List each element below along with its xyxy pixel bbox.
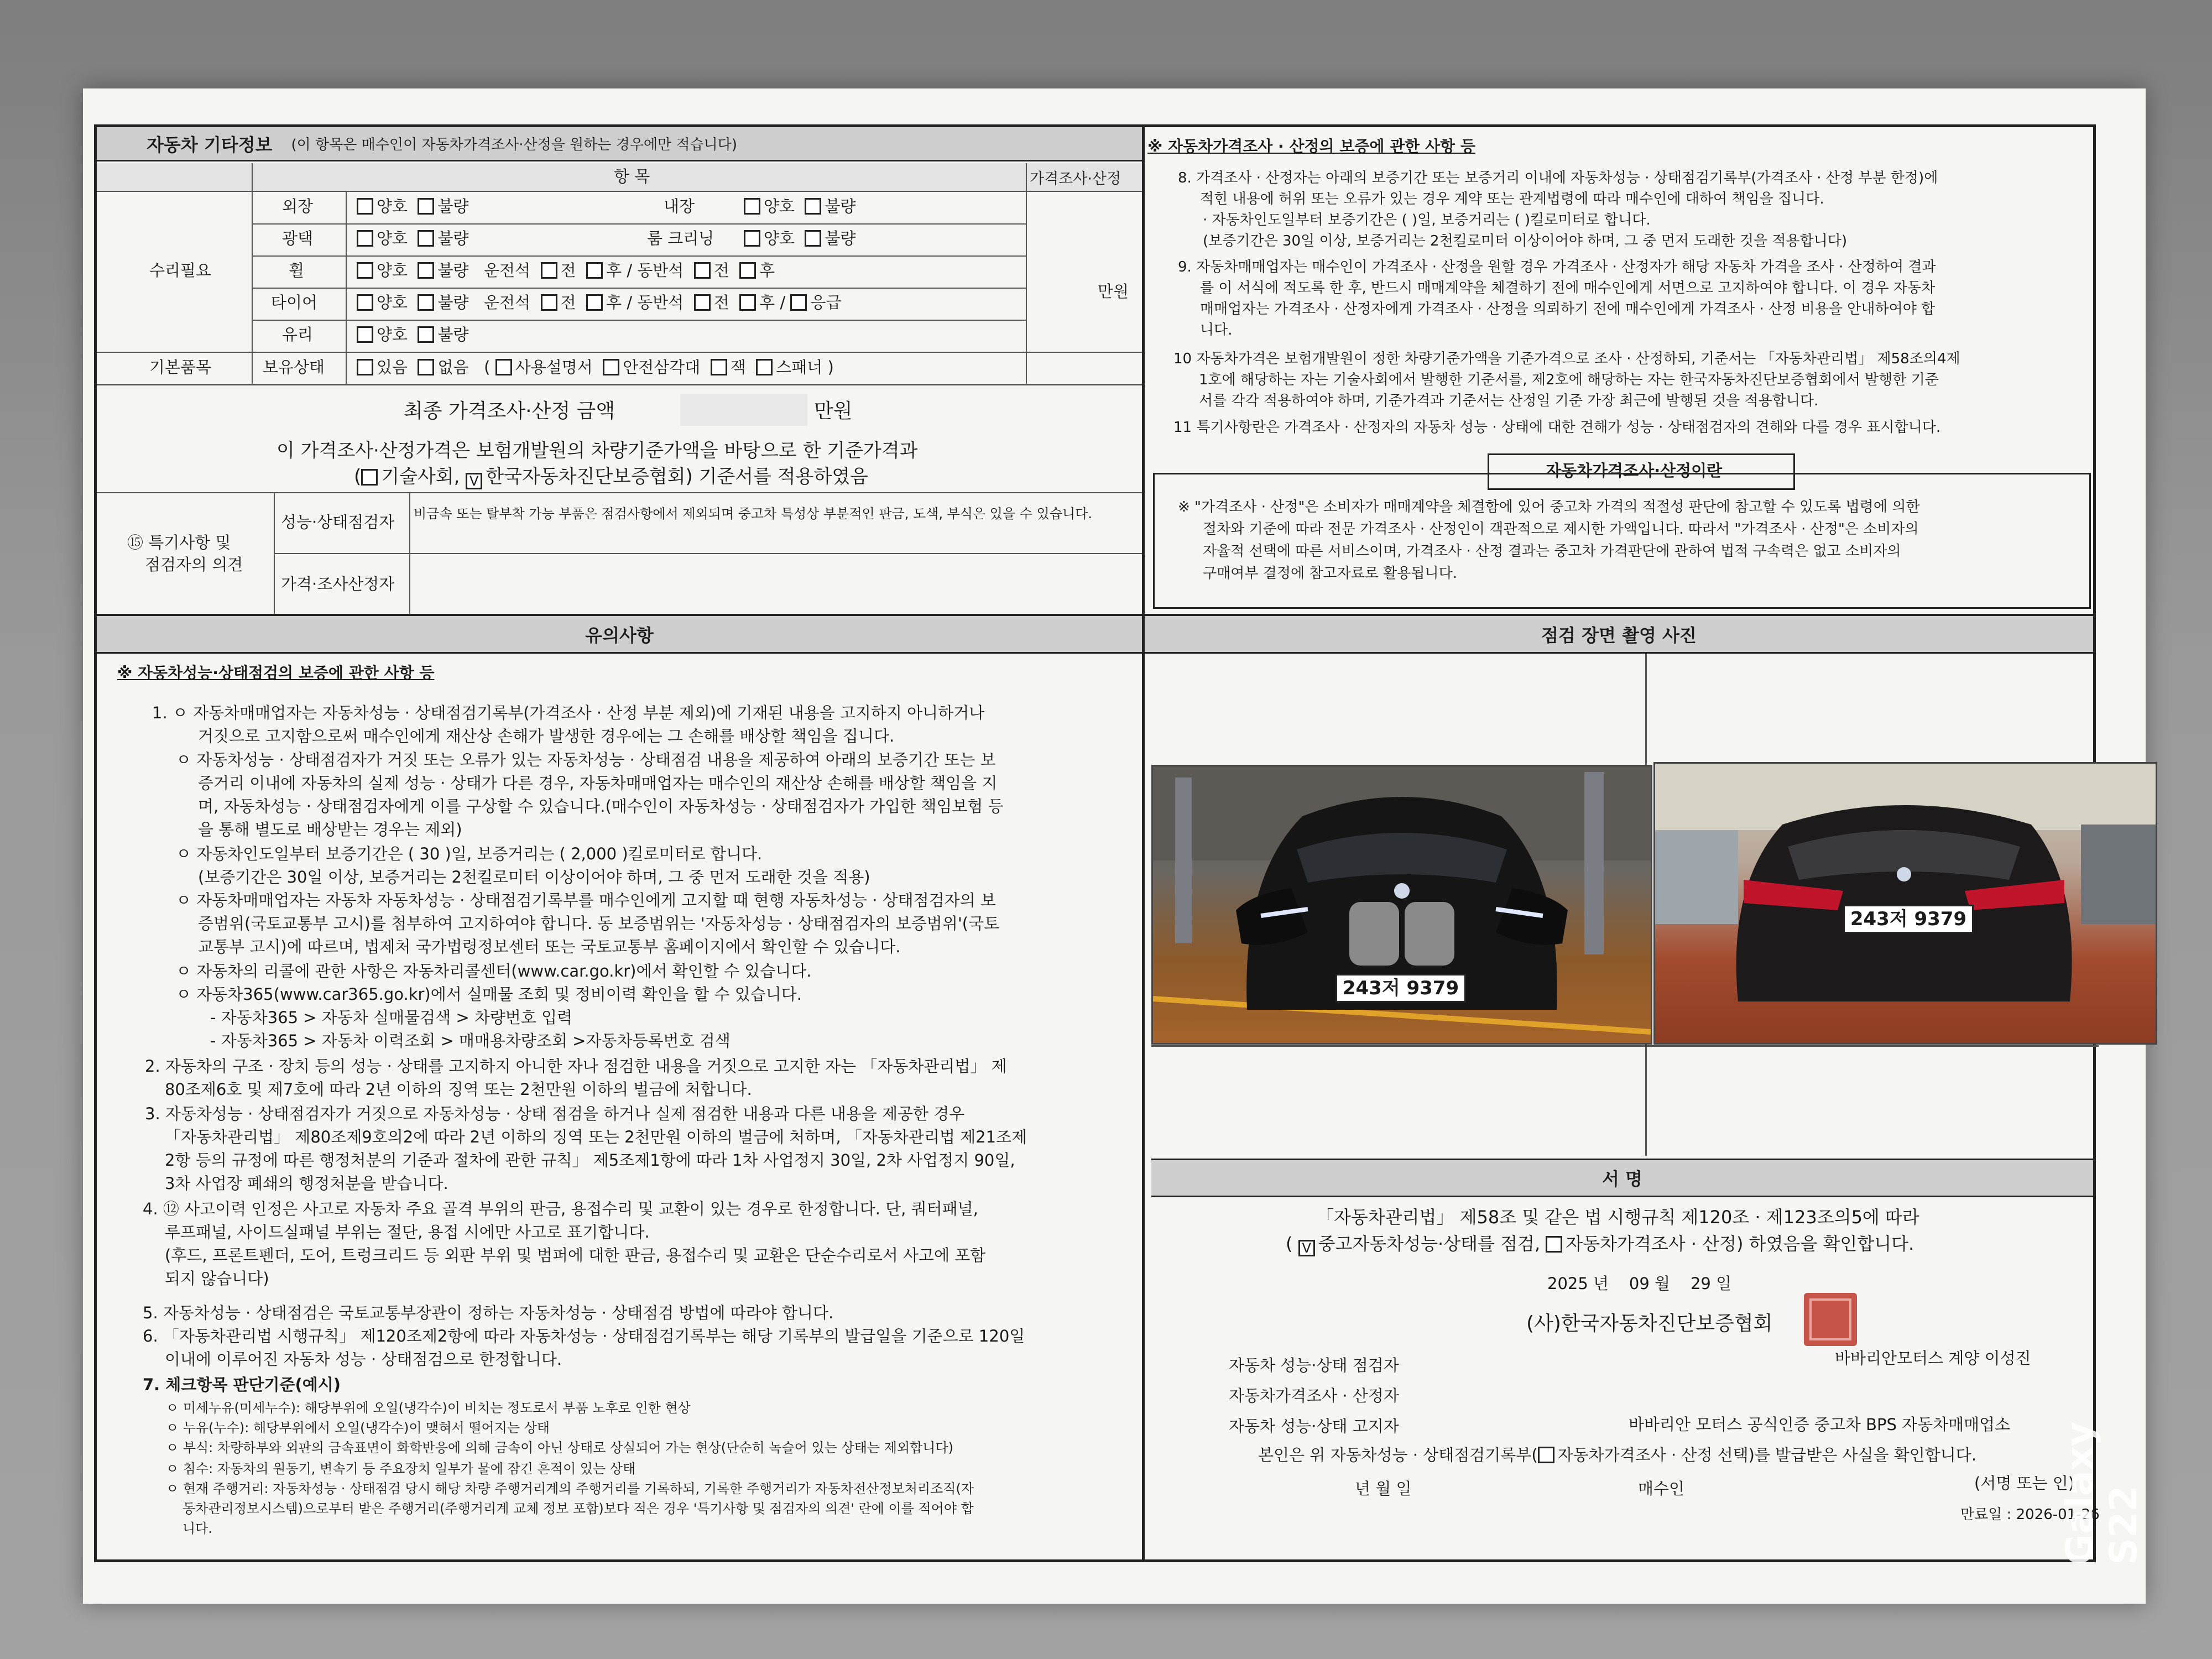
- notes-line: 7. 체크항목 판단기준(예시): [143, 1375, 341, 1394]
- final-price-field[interactable]: [680, 394, 807, 426]
- sig-line-1: 「자동차관리법」 제58조 및 같은 법 시행규칙 제120조 · 제123조의5에 따라: [1316, 1207, 1919, 1228]
- row-exterior: 외장: [282, 197, 314, 216]
- notes-line: 「자동차관리법」 제80조제9호의2에 따라 2년 이하의 징역 또는 2천만원 이하의 벌금에 처하며, 「자동차관리법 제21조제: [165, 1128, 1027, 1146]
- other-info-title: 자동차 기타정보: [147, 134, 273, 155]
- notes-line: 증거리 이내에 자동차의 실제 성능 · 상태가 다른 경우, 자동차매매업자는 매수인의 재산상 손해를 배상할 책임을 지: [198, 774, 998, 792]
- front-car-photo: [1151, 765, 1652, 1045]
- item10-c: 서를 각각 적용하여야 하며, 기준가격과 기준서는 산정일 기준 가장 최근에 발행된 것을 적용합니다.: [1199, 393, 1819, 409]
- exterior-options: 양호 불량: [357, 196, 469, 217]
- interior-options: 양호 불량: [744, 196, 856, 217]
- notes-line: 거짓으로 고지함으로써 매수인에게 재산상 손해가 발생한 경우에는 그 손해를 배상할 책임을 집니다.: [198, 727, 895, 745]
- other-info-note: (이 항목은 매수인이 자동차가격조사·산정을 원하는 경우에만 적습니다): [291, 137, 738, 153]
- notes-line: ㅇ 자동차인도일부터 보증기간은 ( 30 )일, 보증거리는 ( 2,000 )킬로미터로 합니다.: [176, 844, 763, 863]
- notes-line: 교통부 고시)에 따르며, 법제처 국가법령정보센터 또는 국토교통부 홈페이지에서 확인할 수 있습니다.: [198, 937, 901, 956]
- checkbox[interactable]: [739, 294, 756, 311]
- checkbox[interactable]: [790, 294, 807, 311]
- checkbox[interactable]: [361, 469, 378, 486]
- rear-plate: 243저 9379: [1843, 905, 1974, 933]
- final-price-unit: 만원: [814, 400, 853, 422]
- sig-buyer: 매수인: [1638, 1479, 1685, 1498]
- checkbox[interactable]: [603, 359, 619, 375]
- info-box: [1153, 473, 2091, 609]
- item8-d: (보증기간은 30일 이상, 보증거리는 2천킬로미터 이상이어야 하며, 그 중 먼저 도래한 것을 적용합니다): [1203, 233, 1848, 249]
- grid-line: [274, 553, 1142, 554]
- checkbox[interactable]: [1538, 1447, 1554, 1463]
- notes-line: 2항 등의 규정에 따른 행정처분의 기준과 절차에 관한 규칙」 제5조제1항에 따라 1차 사업정지 30일, 2차 사업정지 90일,: [165, 1151, 1015, 1170]
- grid-line: [97, 384, 1142, 385]
- perf-checker-note: 비금속 또는 탈부착 가능 부품은 점검사항에서 제외되며 중고차 특성상 부분적인 판금, 도색, 부식은 있을 수 있습니다.: [414, 506, 1092, 521]
- grid-line: [97, 191, 1142, 192]
- row-gloss: 광택: [282, 229, 314, 248]
- notes-line: 1. ㅇ 자동차매매업자는 자동차성능 · 상태점검기록부(가격조사 · 산정 부분 제외)에 기재된 내용을 고지하지 아니하거나: [152, 703, 985, 722]
- item10-b: 1호에 해당하는 자는 기술사회에서 발행한 기준서를, 제2호에 해당하는 자는 한국자동차진단보증협회에서 발행한 기준: [1199, 372, 1939, 388]
- checkbox[interactable]: [418, 262, 434, 279]
- grid-line: [252, 288, 1026, 289]
- association-seal-stamp: [1804, 1293, 1857, 1346]
- notes-line: 5. 자동차성능 · 상태점검은 국토교통부장관이 정하는 자동차성능 · 상태점검 방법에 따라야 합니다.: [143, 1303, 834, 1322]
- notes-line: ㅇ 자동차성능 · 상태점검자가 거짓 또는 오류가 있는 자동차성능 · 상태점검 내용을 제공하여 아래의 보증기간 또는 보: [176, 750, 996, 769]
- notes-line: (보증기간은 30일 이상, 보증거리는 2천킬로미터 이상이어야 하며, 그 중 먼저 도래한 것을 적용): [198, 868, 870, 886]
- front-plate: 243저 9379: [1335, 974, 1466, 1003]
- checkbox[interactable]: [357, 198, 373, 215]
- checkbox[interactable]: [694, 262, 711, 279]
- checkbox[interactable]: [1546, 1236, 1562, 1253]
- notes-line: 증범위(국토교통부 고시)를 첨부하여 고지하여야 합니다. 동 보증범위는 '자동차성능 · 상태점검자의 보증범위'(국토: [198, 914, 1000, 933]
- sig-notifier-label: 자동차 성능·상태 고지자: [1229, 1417, 1399, 1436]
- notes-line: 이내에 이루어진 자동차 성능 · 상태점검으로 한정합니다.: [165, 1350, 562, 1369]
- checkbox[interactable]: [744, 198, 760, 215]
- item8-c: · 자동차인도일부터 보증기간은 ( )일, 보증거리는 ( )킬로미터로 합니다.: [1203, 212, 1651, 228]
- notes-line: ㅇ 자동차의 리콜에 관한 사항은 자동차리콜센터(www.car.go.kr)에서 확인할 수 있습니다.: [176, 962, 812, 980]
- col-price: 가격조사·산정: [1030, 170, 1121, 187]
- checkbox[interactable]: [541, 262, 557, 279]
- notes-line: 되지 않습니다): [165, 1269, 269, 1288]
- row-tire: 타이어: [271, 293, 318, 312]
- notes-line: 3차 사업장 폐쇄의 행정처분을 받습니다.: [165, 1174, 448, 1193]
- sig-checker-label: 자동차 성능·상태 점검자: [1229, 1356, 1399, 1375]
- checkbox[interactable]: [418, 230, 434, 247]
- checkbox[interactable]: [541, 294, 557, 311]
- tire-options: 양호 불량 운전석 전 후 / 동반석 전 후 / 응급: [357, 292, 842, 314]
- item9-c: 매매업자는 가격조사 · 산정자에게 가격조사 · 산정을 의뢰하기 전에 매수인에게 가격조사 · 산정 비용을 안내하여야 합: [1200, 301, 1936, 317]
- checkbox-checked[interactable]: V: [1298, 1240, 1315, 1256]
- sig-confirm: 본인은 위 자동차성능 · 상태점검기록부( 자동차가격조사 · 산정 선택)를 발급받은 사실을 확인합니다.: [1258, 1446, 1977, 1464]
- special-label-1: ⑮ 특기사항 및: [127, 533, 231, 552]
- grid-line: [97, 492, 1142, 493]
- notes-line: - 자동차365 > 자동차 이력조회 > 매매용차량조회 >자동차등록번호 검색: [210, 1031, 731, 1050]
- camera-watermark: Galaxy S22: [2058, 1421, 2146, 1565]
- checkbox[interactable]: [739, 262, 756, 279]
- notes-line: ㅇ 침수: 자동차의 원동기, 변속기 등 주요장치 일부가 물에 잠긴 흔적이 있는 상태: [166, 1461, 636, 1477]
- rear-car-photo: [1653, 762, 2157, 1045]
- item9-d: 니다.: [1200, 322, 1233, 338]
- notes-line: ㅇ 부식: 차량하부와 외판의 금속표면이 화학반응에 의해 금속이 아닌 상태로 상실되어 가는 현상(단순히 녹슬어 있는 상태는 제외합니다): [166, 1440, 953, 1455]
- grid-line: [97, 352, 1142, 353]
- grid-line: [252, 223, 1026, 225]
- wheel-options: 양호 불량 운전석 전 후 / 동반석 전 후: [357, 260, 775, 281]
- row-wheel: 휠: [289, 261, 305, 280]
- notes-subheading: ※ 자동차성능·상태점검의 보증에 관한 사항 등: [117, 664, 435, 682]
- checkbox[interactable]: [694, 294, 711, 311]
- grid-line: [346, 191, 347, 384]
- item11: 11 특기사항란은 가격조사 · 산정자의 자동차 성능 · 상태에 대한 견해가 성능 · 상태점검자의 견해와 다를 경우 표시합니다.: [1173, 419, 1941, 436]
- notes-line: 80조제6호 및 제7호에 따라 2년 이하의 징역 또는 2천만원 이하의 벌금에 처합니다.: [165, 1080, 752, 1099]
- checkbox[interactable]: [711, 359, 727, 375]
- notes-header: 유의사항: [97, 616, 1142, 654]
- sig-checker-value: 바바리안모터스 계양 이성진: [1835, 1349, 2031, 1368]
- notes-line: ㅇ 누유(누수): 해당부위에서 오일(냉각수)이 맺혀서 떨어지는 상태: [166, 1420, 550, 1436]
- glass-options: 양호 불량: [357, 324, 469, 346]
- checkbox-checked[interactable]: V: [466, 473, 482, 489]
- signature-header: 서 명: [1151, 1159, 2093, 1197]
- notes-line: 2. 자동차의 구조 · 장치 등의 성능 · 상태를 고지하지 아니한 자나 점검한 내용을 거짓으로 고지한 자는 「자동차관리법」 제: [145, 1057, 1007, 1076]
- notes-line: 며, 자동차성능 · 상태점검자에게 이를 구상할 수 있습니다.(매수인이 자동차성능 · 상태점검자가 가입한 책임보험 등: [198, 797, 1004, 816]
- group-repair-label: 수리필요: [149, 261, 212, 280]
- sig-association: (사)한국자동차진단보증협회: [1526, 1312, 1773, 1335]
- checkbox[interactable]: [418, 326, 434, 343]
- checkbox[interactable]: [418, 359, 434, 375]
- row-interior: 내장: [664, 197, 695, 216]
- notes-line: 니다.: [182, 1521, 212, 1536]
- item8-b: 적힌 내용에 허위 또는 오류가 있는 경우 계약 또는 관계법령에 따라 매수인에 대하여 책임을 집니다.: [1200, 191, 1824, 207]
- checkbox[interactable]: [805, 198, 821, 215]
- grid-line: [1151, 1045, 2099, 1047]
- other-info-header: [97, 127, 1142, 161]
- notes-line: - 자동차365 > 자동차 실매물검색 > 차량번호 입력: [210, 1008, 573, 1027]
- final-price-label: 최종 가격조사·산정 금액: [404, 400, 615, 422]
- price-unit: 만원: [1098, 282, 1129, 301]
- special-label-2: 점검자의 의견: [145, 555, 243, 574]
- rear-car-illustration: [1655, 764, 2156, 1043]
- notes-line: ㅇ 자동차매매업자는 자동차 자동차성능 · 상태점검기록부를 매수인에게 고지할 때 현행 자동차성능 · 상태점검자의 보: [176, 891, 996, 910]
- checkbox[interactable]: [357, 359, 373, 375]
- item10-a: 10 자동차가격은 보험개발원이 정한 차량기준가액을 기준가격으로 조사 · 산정하되, 기준서는 「자동차관리법」 제58조의4제: [1173, 351, 1960, 367]
- column-divider: [1142, 124, 1145, 1562]
- basis-line-1: 이 가격조사·산정가격은 보험개발원의 차량기준가액을 바탕으로 한 기준가격과: [276, 440, 918, 462]
- gloss-options: 양호 불량: [357, 228, 469, 249]
- notes-line: 4. ⑫ 사고이력 인정은 사고로 자동차 주요 골격 부위의 판금, 용접수리 및 교환이 있는 경우로 한정합니다. 단, 쿼터패널,: [143, 1199, 978, 1218]
- col-hangmok: 항 목: [614, 167, 650, 186]
- group-basic-label: 기본품목: [149, 358, 212, 377]
- row-room: 룸 크리닝: [647, 229, 714, 248]
- sig-expiry: 만료일 : 2026-01-26: [1960, 1506, 2100, 1523]
- checkbox[interactable]: [418, 198, 434, 215]
- notes-line: ㅇ 자동차365(www.car365.go.kr)에서 실매물 조회 및 정비이력 확인을 할 수 있습니다.: [176, 985, 802, 1004]
- perf-checker-label: 성능·상태점검자: [281, 513, 395, 531]
- checkbox[interactable]: [495, 359, 512, 375]
- checkbox[interactable]: [805, 230, 821, 247]
- box-line-b: 절차와 기준에 따라 전문 가격조사 · 산정인이 객관적으로 제시한 가액입니다. 따라서 "가격조사 · 산정"은 소비자의: [1203, 521, 1919, 538]
- notes-line: (후드, 프론트펜더, 도어, 트렁크리드 등 외판 부위 및 범퍼에 대한 판금, 용접수리 및 교환은 단순수리로서 사고에 포함: [165, 1246, 986, 1265]
- sig-line-2: ( V 중고자동차성능·상태를 점검, 자동차가격조사 · 산정) 하였음을 확인합니다.: [1286, 1233, 1914, 1256]
- box-line-a: ※ "가격조사 · 산정"은 소비자가 매매계약을 체결함에 있어 중고차 가격의 적절성 판단에 참고할 수 있도록 법령에 의한: [1178, 499, 1920, 515]
- notes-line: 3. 자동차성능 · 상태점검자가 거짓으로 자동차성능 · 상태 점검을 하거나 실제 점검한 내용과 다른 내용을 제공한 경우: [145, 1104, 965, 1123]
- notes-line: 6. 「자동차관리법 시행규칙」 제120조제2항에 따라 자동차성능 · 상태점검기록부는 해당 기록부의 발급일을 기준으로 120일: [143, 1327, 1025, 1345]
- checkbox[interactable]: [357, 230, 373, 247]
- item9-a: 9. 자동차매매업자는 매수인이 가격조사 · 산정을 원할 경우 가격조사 · 산정자가 해당 자동차 가격을 조사 · 산정하여 결과: [1178, 259, 1936, 275]
- notes-line: 동차관리정보시스템)으로부터 받은 주행거리(주행거리계 교체 정보 포함)보다 적은 경우 '특기사항 및 점검자의 의견' 란에 이를 적어야 합: [182, 1501, 974, 1516]
- price-checker-label: 가격·조사산정자: [281, 575, 395, 593]
- price-guarantee-heading: ※ 자동차가격조사 · 산정의 보증에 관한 사항 등: [1147, 137, 1475, 155]
- sig-date: 2025 년 09 월 29 일: [1547, 1274, 1732, 1293]
- item8-a: 8. 가격조사 · 산정자는 아래의 보증기간 또는 보증거리 이내에 자동차성능 · 상태점검기록부(가격조사 · 산정 부분 한정)에: [1178, 170, 1938, 186]
- grid-line: [252, 320, 1026, 321]
- sig-notifier-value: 바바리안 모터스 공식인증 중고차 BPS 자동차매매업소: [1629, 1415, 2011, 1434]
- photos-header: 점검 장면 촬영 사진: [1145, 616, 2093, 654]
- checkbox[interactable]: [586, 294, 603, 311]
- box-line-d: 구매여부 결정에 참고자료로 활용됩니다.: [1203, 565, 1458, 582]
- checkbox[interactable]: [586, 262, 603, 279]
- checkbox[interactable]: [357, 326, 373, 343]
- basis-line-2: ( 기술사회, V 한국자동차진단보증협회) 기준서를 적용하였음: [354, 466, 869, 489]
- notes-line: 을 통해 별도로 배상받는 경우는 제외): [198, 820, 462, 839]
- item9-b: 를 이 서식에 적도록 한 후, 반드시 매매계약을 체결하기 전에 매수인에게 서면으로 고지하여야 합니다. 이 경우 자동차: [1200, 280, 1936, 296]
- box-title: 자동차가격조사·산정이란: [1546, 461, 1723, 480]
- notes-line: 루프패널, 사이드실패널 부위는 절단, 용접 시에만 사고로 표기합니다.: [165, 1223, 650, 1241]
- holding-options: 있음 없음 ( 사용설명서 안전삼각대 잭 스패너 ): [357, 357, 834, 378]
- checkbox[interactable]: [418, 294, 434, 311]
- grid-line: [252, 255, 1026, 257]
- grid-line: [1026, 163, 1027, 384]
- checkbox[interactable]: [756, 359, 773, 375]
- sig-sign-or: (서명 또는 인): [1974, 1474, 2075, 1493]
- checkbox[interactable]: [357, 294, 373, 311]
- grid-line: [252, 163, 253, 384]
- box-line-c: 자율적 선택에 따른 서비스이며, 가격조사 · 산정 결과는 중고차 가격판단에 관하여 법적 구속력은 없고 소비자의: [1203, 543, 1901, 560]
- notes-line: ㅇ 미세누유(미세누수): 해당부위에 오일(냉각수)이 비치는 정도로서 부품 노후로 인한 현상: [166, 1400, 691, 1416]
- sig-price-label: 자동차가격조사 · 산정자: [1229, 1386, 1399, 1405]
- checkbox[interactable]: [357, 262, 373, 279]
- checkbox[interactable]: [744, 230, 760, 247]
- row-holding: 보유상태: [263, 358, 325, 377]
- sig-ymd: 년 월 일: [1355, 1479, 1412, 1498]
- row-glass: 유리: [282, 325, 314, 344]
- room-options: 양호 불량: [744, 228, 856, 249]
- notes-line: ㅇ 현재 주행거리: 자동차성능 · 상태점검 당시 해당 차량 주행거리계의 주행거리를 기록하되, 기록한 주행거리가 자동차전산정보처리조직(자: [166, 1481, 974, 1496]
